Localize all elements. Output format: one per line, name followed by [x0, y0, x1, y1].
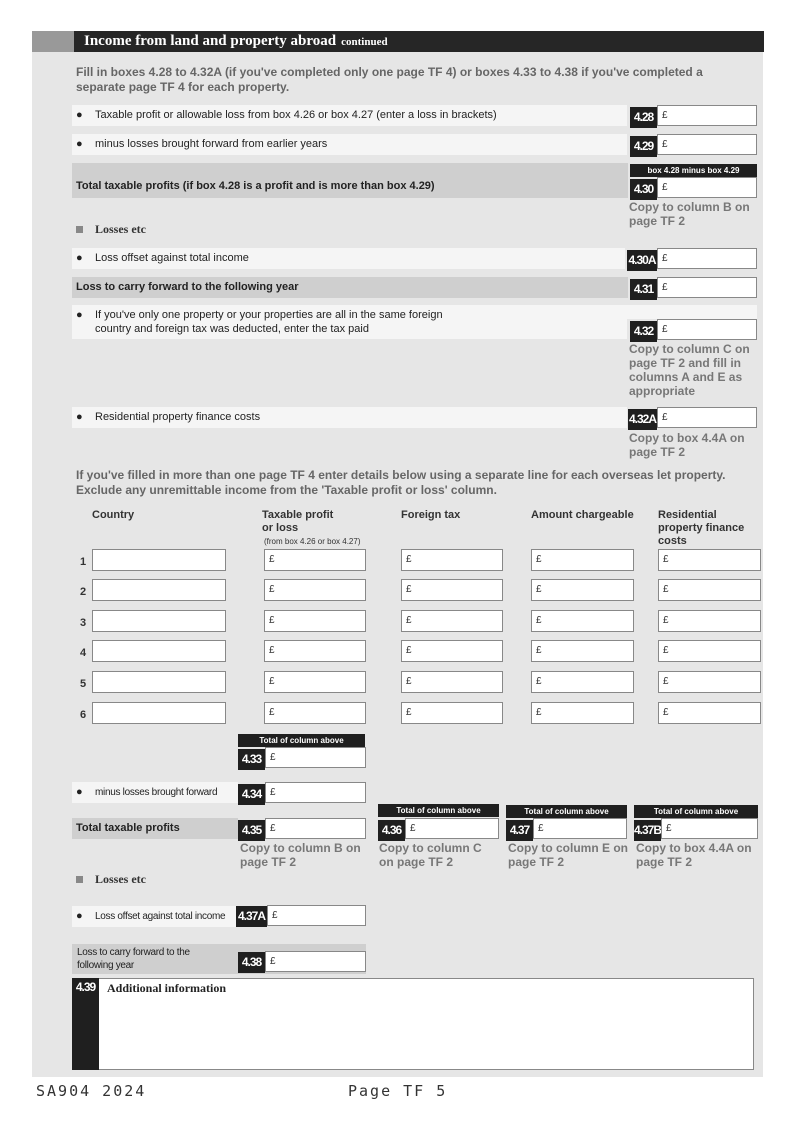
col-header-res-line2: property finance: [658, 522, 745, 534]
bullet-icon: ●: [76, 309, 83, 321]
copy-note-4-35: Copy to column B on page TF 2: [240, 841, 361, 869]
box-4-29-input[interactable]: £: [657, 134, 757, 155]
row-4-38-label-line1: Loss to carry forward to the: [77, 947, 190, 958]
box-number-4-33: 4.33: [238, 749, 265, 770]
box-number-4-32a: 4.32A: [628, 409, 657, 430]
profit-input[interactable]: £: [264, 671, 366, 693]
amount-input[interactable]: £: [531, 579, 634, 601]
row-4-31: [72, 277, 628, 298]
row-4-38-label-line2: following year: [77, 960, 134, 971]
bullet-icon: ●: [76, 411, 83, 423]
row-4-32-label-line1: If you've only one property or your properties are all in the same foreign: [95, 309, 443, 321]
profit-input[interactable]: £: [264, 640, 366, 662]
box-4-37b-caption: Total of column above: [634, 805, 758, 818]
amount-input[interactable]: £: [531, 549, 634, 571]
foreign-tax-input[interactable]: £: [401, 640, 503, 662]
amount-input[interactable]: £: [531, 640, 634, 662]
box-number-4-31: 4.31: [630, 279, 657, 300]
box-number-4-35: 4.35: [238, 820, 265, 841]
box-4-36-input[interactable]: £: [405, 818, 499, 839]
col-header-foreign-tax: Foreign tax: [401, 509, 461, 521]
country-input[interactable]: [92, 671, 226, 693]
col-header-amount: Amount chargeable: [531, 509, 634, 521]
box-number-4-36: 4.36: [378, 820, 405, 841]
box-4-35-input[interactable]: £: [265, 818, 366, 839]
amount-input[interactable]: £: [531, 702, 634, 724]
box-number-4-38: 4.38: [238, 952, 265, 973]
box-4-30-caption: box 4.28 minus box 4.29: [630, 164, 757, 177]
row-4-34-label: minus losses brought forward: [95, 787, 218, 798]
foreign-tax-input[interactable]: £: [401, 579, 503, 601]
row-number: 3: [80, 617, 87, 629]
row-4-30-label: Total taxable profits (if box 4.28 is a profit and is more than box 4.29): [76, 180, 435, 192]
box-4-37-caption: Total of column above: [506, 805, 627, 818]
square-bullet-icon: [76, 876, 83, 883]
box-number-4-37: 4.37: [506, 820, 533, 841]
box-4-34-input[interactable]: £: [265, 782, 366, 803]
row-4-37a: [72, 906, 238, 927]
residential-input[interactable]: £: [658, 549, 761, 571]
foreign-tax-input[interactable]: £: [401, 610, 503, 632]
box-number-4-28: 4.28: [630, 107, 657, 128]
box-4-28-input[interactable]: £: [657, 105, 757, 126]
box-number-4-37b: 4.37B: [634, 820, 661, 841]
row-4-32: [72, 305, 627, 339]
profit-input[interactable]: £: [264, 579, 366, 601]
header-accent: [32, 31, 74, 52]
amount-input[interactable]: £: [531, 610, 634, 632]
box-number-4-39: 4.39: [72, 978, 99, 996]
box-number-4-30a: 4.30A: [627, 250, 657, 271]
losses-heading-2-text: Losses etc: [95, 872, 146, 886]
row-4-32a: [72, 407, 627, 428]
row-number: 1: [80, 556, 87, 568]
box-4-33-caption: Total of column above: [238, 734, 365, 747]
country-input[interactable]: [92, 579, 226, 601]
col-header-profit-line1: Taxable profit: [262, 509, 334, 521]
row-4-32-strip-end: [627, 305, 757, 319]
copy-note-4-37: Copy to column E on page TF 2: [508, 841, 628, 869]
copy-note-4-36: Copy to column C on page TF 2: [379, 841, 482, 869]
section-header: [74, 31, 764, 52]
col-header-res-line1: Residential: [658, 509, 717, 521]
intro-text: Fill in boxes 4.28 to 4.32A (if you've completed only one page TF 4) or boxes 4.33 to 4.38 if you've completed a separate page TF 4 for each property.: [76, 65, 703, 94]
row-4-32a-label: Residential property finance costs: [95, 411, 261, 423]
copy-note-4-32: Copy to column C on page TF 2 and fill in columns A and E as appropriate: [629, 342, 750, 398]
footer-form-id: SA904 2024: [36, 1082, 147, 1100]
row-number: 5: [80, 678, 87, 690]
box-4-30-input[interactable]: £: [657, 177, 757, 198]
country-input[interactable]: [92, 610, 226, 632]
residential-input[interactable]: £: [658, 579, 761, 601]
box-number-4-29: 4.29: [630, 136, 657, 157]
box-4-31-input[interactable]: £: [657, 277, 757, 298]
box-4-38-input[interactable]: £: [265, 951, 366, 972]
country-input[interactable]: [92, 702, 226, 724]
copy-note-4-37b: Copy to box 4.4A on page TF 2: [636, 841, 752, 869]
col-header-profit: [262, 509, 333, 535]
box-4-33-input[interactable]: £: [265, 747, 366, 768]
foreign-tax-input[interactable]: £: [401, 702, 503, 724]
row-number: 2: [80, 586, 87, 598]
row-4-37a-label: Loss offset against total income: [95, 911, 226, 922]
col-header-residential: [658, 509, 744, 548]
row-4-29-label: minus losses brought forward from earlier years: [95, 138, 328, 150]
box-number-4-30: 4.30: [630, 179, 657, 200]
residential-input[interactable]: £: [658, 610, 761, 632]
losses-heading-text: Losses etc: [95, 222, 146, 236]
residential-input[interactable]: £: [658, 702, 761, 724]
row-4-31-label: Loss to carry forward to the following year: [76, 281, 299, 293]
losses-heading-2: [76, 872, 146, 887]
square-bullet-icon: [76, 226, 83, 233]
foreign-tax-input[interactable]: £: [401, 549, 503, 571]
table-intro: If you've filled in more than one page TF 4 enter details below using a separate line for each overseas let property. Exclude any unremittable income from the 'Taxable profit or loss' column.: [76, 468, 726, 497]
col-header-profit-line2: or loss: [262, 522, 299, 534]
box-4-30a-input[interactable]: £: [657, 248, 757, 269]
bullet-icon: ●: [76, 910, 83, 922]
box-number-4-32: 4.32: [630, 321, 657, 342]
country-input[interactable]: [92, 549, 226, 571]
row-4-30a-label: Loss offset against total income: [95, 252, 249, 264]
country-input[interactable]: [92, 640, 226, 662]
profit-input[interactable]: £: [264, 702, 366, 724]
additional-info-title: Additional information: [107, 981, 227, 995]
profit-input[interactable]: £: [264, 549, 366, 571]
box-4-37-input[interactable]: £: [533, 818, 627, 839]
section-continued: continued: [341, 36, 388, 48]
section-title: Income from land and property abroad: [84, 33, 337, 49]
residential-input[interactable]: £: [658, 671, 761, 693]
box-4-32-input[interactable]: £: [657, 319, 757, 340]
box-number-4-37a: 4.37A: [236, 906, 267, 927]
row-4-28-label: Taxable profit or allowable loss from box 4.26 or box 4.27 (enter a loss in brackets): [95, 109, 497, 121]
row-4-32-label-line2: country and foreign tax was deducted, enter the tax paid: [95, 323, 369, 335]
row-4-30: [72, 163, 628, 198]
foreign-tax-input[interactable]: £: [401, 671, 503, 693]
col-header-res-line3: costs: [658, 535, 687, 547]
bullet-icon: ●: [76, 138, 83, 150]
box-4-36-caption: Total of column above: [378, 804, 499, 817]
copy-note-4-32a: Copy to box 4.4A on page TF 2: [629, 431, 745, 459]
box-4-32a-input[interactable]: £: [657, 407, 757, 428]
footer-page-number: Page TF 5: [348, 1082, 448, 1100]
amount-input[interactable]: £: [531, 671, 634, 693]
residential-input[interactable]: £: [658, 640, 761, 662]
bullet-icon: ●: [76, 109, 83, 121]
losses-heading: [76, 222, 146, 237]
col-header-profit-sub: (from box 4.26 or box 4.27): [264, 537, 361, 546]
bullet-icon: ●: [76, 252, 83, 264]
bullet-icon: ●: [76, 786, 83, 798]
row-4-29: [72, 134, 627, 155]
row-4-35: [72, 818, 238, 839]
row-4-30a: [72, 248, 625, 269]
box-number-4-34: 4.34: [238, 784, 265, 805]
box-4-37b-input[interactable]: £: [661, 818, 758, 839]
profit-input[interactable]: £: [264, 610, 366, 632]
copy-note-4-30: Copy to column B on page TF 2: [629, 200, 750, 228]
col-header-country: Country: [92, 509, 135, 521]
row-4-28: [72, 105, 627, 126]
row-4-35-label: Total taxable profits: [76, 822, 180, 834]
row-number: 4: [80, 647, 87, 659]
row-4-34: [72, 782, 238, 803]
row-number: 6: [80, 709, 87, 721]
box-4-37a-input[interactable]: £: [267, 905, 366, 926]
